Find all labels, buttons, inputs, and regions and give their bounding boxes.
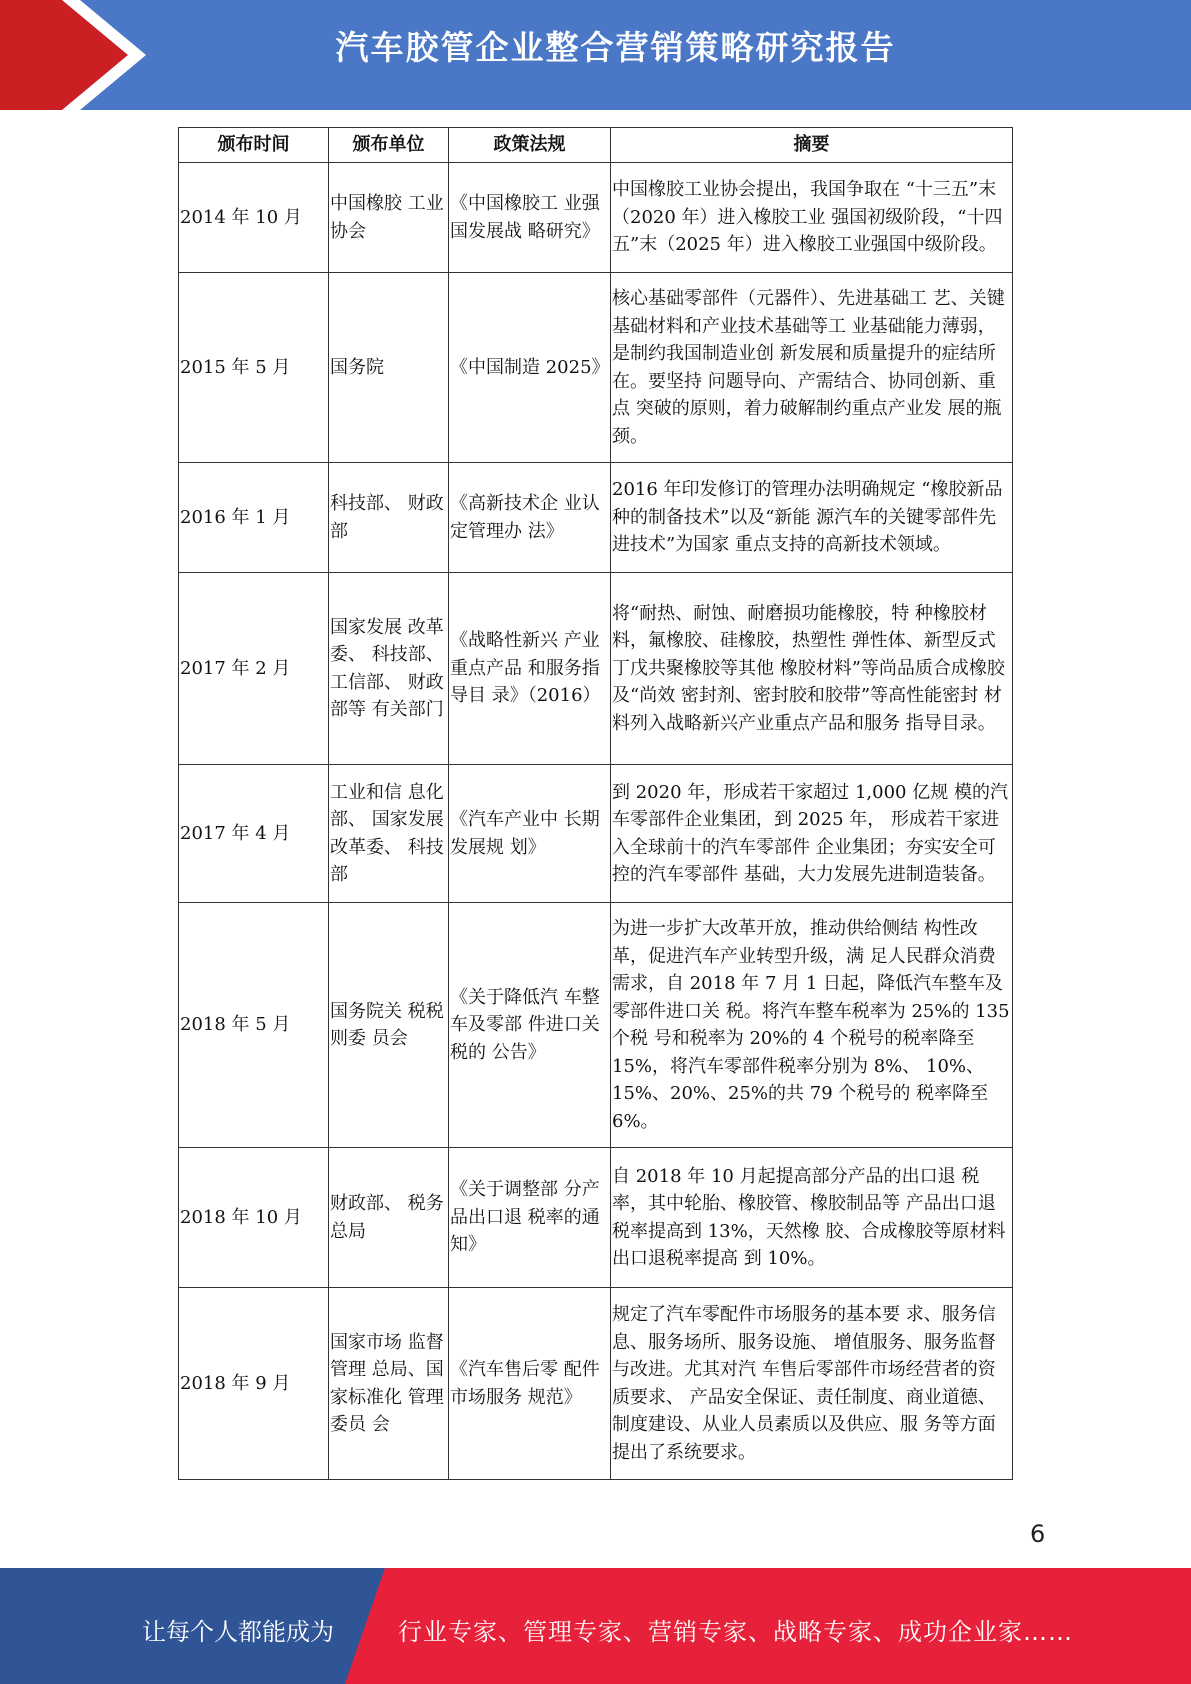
cell-summary: 到 2020 年，形成若干家超过 1,000 亿规 模的汽车零部件企业集团，到 2025 年， 形成若干家进入全球前十的汽车零部件 企业集团；夯实安全可控的汽车零部件 基础，大力发展先进制造装备。 bbox=[611, 765, 1013, 903]
header-date: 颁布时间 bbox=[179, 128, 329, 163]
table-row bbox=[179, 1288, 1013, 1480]
cell-date: 2015 年 5 月 bbox=[179, 273, 329, 463]
cell-law: 《关于降低汽 车整车及零部 件进口关税的 公告》 bbox=[449, 903, 611, 1148]
cell-law: 《中国制造 2025》 bbox=[449, 273, 611, 463]
cell-date: 2018 年 9 月 bbox=[179, 1288, 329, 1480]
cell-law: 《汽车产业中 长期发展规 划》 bbox=[449, 765, 611, 903]
table-row bbox=[179, 273, 1013, 463]
cell-date: 2016 年 1 月 bbox=[179, 463, 329, 573]
cell-org: 国家发展 改革委、 科技部、 工信部、 财政部等 有关部门 bbox=[329, 573, 449, 765]
cell-summary: 自 2018 年 10 月起提高部分产品的出口退 税率，其中轮胎、橡胶管、橡胶制品等 产品出口退税率提高到 13%，天然橡 胶、合成橡胶等原材料出口退税率提高 到 10%。 bbox=[611, 1148, 1013, 1288]
footer-slogan-right: 行业专家、管理专家、营销专家、战略专家、成功企业家…… bbox=[398, 1618, 1073, 1646]
header-law: 政策法规 bbox=[449, 128, 611, 163]
cell-law: 《战略性新兴 产业重点产品 和服务指导目 录》（2016） bbox=[449, 573, 611, 765]
cell-law: 《关于调整部 分产品出口退 税率的通知》 bbox=[449, 1148, 611, 1288]
cell-org: 国家市场 监督管理 总局、国 家标准化 管理委员 会 bbox=[329, 1288, 449, 1480]
table-header-row bbox=[179, 128, 1013, 163]
cell-date: 2018 年 10 月 bbox=[179, 1148, 329, 1288]
cell-law: 《汽车售后零 配件市场服务 规范》 bbox=[449, 1288, 611, 1480]
table-row bbox=[179, 903, 1013, 1148]
cell-date: 2017 年 4 月 bbox=[179, 765, 329, 903]
cell-org: 中国橡胶 工业协会 bbox=[329, 163, 449, 273]
page-title: 汽车胶管企业整合营销策略研究报告 bbox=[335, 28, 896, 67]
cell-summary: 规定了汽车零配件市场服务的基本要 求、服务信息、服务场所、服务设施、 增值服务、服务监督与改进。尤其对汽 车售后零部件市场经营者的资质要求、 产品安全保证、责任制度、商业道德、 制度建设、从业人员素质以及供应、服 务等方面提出了系统要求。 bbox=[611, 1288, 1013, 1480]
cell-law: 《高新技术企 业认定管理办 法》 bbox=[449, 463, 611, 573]
header-summary: 摘要 bbox=[611, 128, 1013, 163]
table-row bbox=[179, 1148, 1013, 1288]
footer-slogan-left: 让每个人都能成为 bbox=[142, 1618, 334, 1646]
header-org: 颁布单位 bbox=[329, 128, 449, 163]
cell-org: 国务院关 税税则委 员会 bbox=[329, 903, 449, 1148]
cell-org: 财政部、 税务总局 bbox=[329, 1148, 449, 1288]
cell-date: 2014 年 10 月 bbox=[179, 163, 329, 273]
table-row bbox=[179, 573, 1013, 765]
cell-date: 2018 年 5 月 bbox=[179, 903, 329, 1148]
policy-table bbox=[178, 127, 1013, 1480]
table-row bbox=[179, 163, 1013, 273]
table-row bbox=[179, 765, 1013, 903]
cell-summary: 将“耐热、耐蚀、耐磨损功能橡胶，特 种橡胶材料，氟橡胶、硅橡胶，热塑性 弹性体、新型反式丁戊共聚橡胶等其他 橡胶材料”等尚品质合成橡胶及“尚效 密封剂、密封胶和胶带”等高性能密封 材料列入战略新兴产业重点产品和服务 指导目录。 bbox=[611, 573, 1013, 765]
cell-summary: 核心基础零部件（元器件）、先进基础工 艺、关键基础材料和产业技术基础等工 业基础能力薄弱，是制约我国制造业创 新发展和质量提升的症结所在。要坚持 问题导向、产需结合、协同创新、重点 突破的原则，着力破解制约重点产业发 展的瓶颈。 bbox=[611, 273, 1013, 463]
table-row bbox=[179, 463, 1013, 573]
footer-band bbox=[0, 1568, 1191, 1684]
page-number: 6 bbox=[1030, 1520, 1046, 1548]
cell-org: 工业和信 息化部、 国家发展 改革委、 科技部 bbox=[329, 765, 449, 903]
cell-summary: 2016 年印发修订的管理办法明确规定 “橡胶新品种的制备技术”以及“新能 源汽车的关键零部件先进技术”为国家 重点支持的高新技术领域。 bbox=[611, 463, 1013, 573]
cell-org: 科技部、 财政部 bbox=[329, 463, 449, 573]
cell-org: 国务院 bbox=[329, 273, 449, 463]
cell-summary: 中国橡胶工业协会提出，我国争取在 “十三五”末（2020 年）进入橡胶工业 强国初级阶段，“十四五”末（2025 年）进入橡胶工业强国中级阶段。 bbox=[611, 163, 1013, 273]
cell-date: 2017 年 2 月 bbox=[179, 573, 329, 765]
cell-law: 《中国橡胶工 业强国发展战 略研究》 bbox=[449, 163, 611, 273]
cell-summary: 为进一步扩大改革开放，推动供给侧结 构性改革，促进汽车产业转型升级，满 足人民群众消费需求，自 2018 年 7 月 1 日起，降低汽车整车及零部件进口关 税。将汽车整车税率为 25%的 135 个税 号和税率为 20%的 4 个税号的税率降至 15%，将汽车零部件税率分别为 8%、 10%、15%、20%、25%的共 79 个税号的 税率降至 6%。 bbox=[611, 903, 1013, 1148]
